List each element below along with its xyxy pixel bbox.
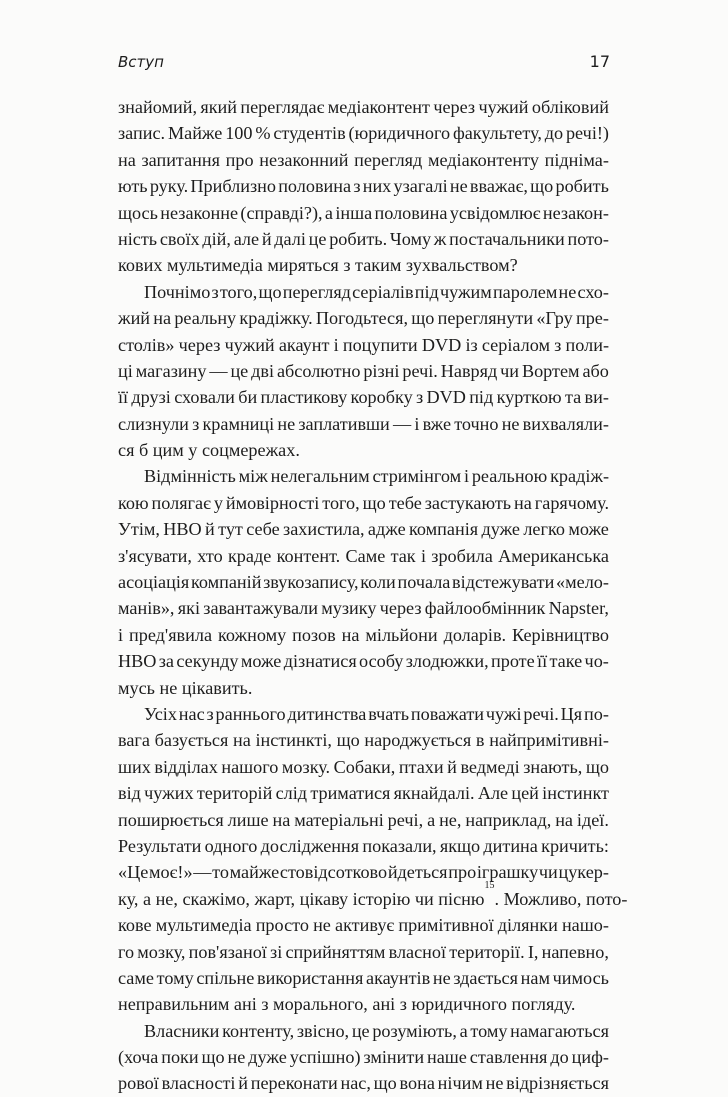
- text-line: Почнімо з того, що перегляд серіалів під чужим паролем не схо-: [144, 281, 609, 302]
- text-line: поширюється лише на матеріальні речі, а не, наприклад, на ідеї.: [118, 809, 609, 830]
- text-line: Результати одного дослідження показали, якщо дитина кричить:: [118, 835, 609, 856]
- text-line: і пред'явила кожному позов на мільйони доларів. Керівництво: [118, 624, 609, 645]
- paragraph: [118, 701, 628, 1018]
- body-text: [118, 94, 628, 1097]
- text-line: ся б цим у соцмережах.: [118, 440, 300, 461]
- text-line: HBO за секунду може дізнатися особу злодюжки, проте її таке чо-: [118, 651, 609, 672]
- text-line: з'ясувати, хто краде контент. Саме так і зробила Американська: [118, 545, 609, 566]
- page-number: 17: [589, 52, 610, 71]
- page-header: [118, 52, 610, 71]
- text-line: Усіх нас з раннього дитинства вчать поважати чужі речі. Ця по-: [144, 703, 609, 724]
- text-line: її друзі сховали би пластикову коробку з DVD під курткою та ви-: [118, 387, 609, 408]
- text-line: щось незаконне (справді?), а інша половина усвідомлює незакон-: [118, 202, 609, 223]
- paragraph: [118, 279, 609, 464]
- text-line: жий на реальну крадіжку. Погодьтеся, що переглянути «Гру пре-: [118, 308, 609, 329]
- text-line: (хоча поки що не дуже успішно) змінити наше ставлення до циф-: [118, 1047, 609, 1068]
- text-line: Власники контенту, звісно, це розуміють, а тому намагаються: [144, 1020, 609, 1041]
- paragraph: [118, 1018, 609, 1097]
- text-line: знайомий, який переглядає медіаконтент через чужий обліковий: [118, 97, 609, 117]
- text-line: асоціація компаній звукозапису, коли почала відстежувати «мело-: [118, 572, 609, 593]
- paragraph: [118, 94, 609, 279]
- text-line: ність своїх дій, але й далі це робить. Чому ж постачальники пото-: [118, 228, 609, 249]
- text-line: мусь не цікавить.: [118, 677, 253, 698]
- paragraph: [118, 463, 609, 701]
- text-line: ці магазину — це дві абсолютно різні речі. Навряд чи Вортем або: [118, 360, 609, 381]
- text-line: від чужих територій слід триматися якнайдалі. Але цей інстинкт: [118, 783, 609, 804]
- text-line: рової власності й переконати нас, що вона нічим не відрізняється: [118, 1073, 609, 1094]
- text-line: кове мультимедіа просто не активує примітивної ділянки нашо-: [118, 915, 609, 936]
- text-line: Утім, HBO й тут себе захистила, адже компанія дуже легко може: [118, 519, 609, 540]
- text-segment: ку, а не, скажімо, жарт, цікаву історію чи пісню: [118, 888, 485, 909]
- text-line: манів», які завантажували музику через файлообмінник Napster,: [118, 598, 609, 619]
- text-line: запис. Майже 100 % студентів (юридичного факультету, до речі!): [118, 123, 609, 144]
- text-line: кових мультимедіа миряться з таким зухвальством?: [118, 255, 518, 276]
- text-segment: . Можливо, пото-: [494, 888, 628, 909]
- text-line: слизнули з крамниці не заплативши — і вже точно не вихваляли-: [118, 413, 609, 434]
- text-line: саме тому спільне використання акаунтів не здається нам чимось: [118, 967, 609, 988]
- text-line-with-footnote: [118, 879, 628, 912]
- text-line: го мозку, пов'язаної зі сприйняттям власної території. І, напевно,: [118, 941, 609, 962]
- text-line: ших відділах нашого мозку. Собаки, птахи й ведмеді знають, що: [118, 756, 609, 777]
- text-line: на запитання про незаконний перегляд медіаконтенту підніма-: [118, 149, 609, 170]
- text-line: неправильним ані з морального, ані з юридичного погляду.: [118, 994, 576, 1015]
- running-head: Вступ: [118, 53, 164, 71]
- text-line: Відмінність між нелегальним стримінгом і реальною крадіж-: [144, 466, 609, 487]
- text-line: кою полягає у ймовірності того, що тебе застукають на гарячому.: [118, 492, 609, 513]
- text-line: «Це моє!» — то майже стовідсотково йдеться про іграшку чи цукер-: [118, 862, 609, 883]
- text-line: вага базується на інстинкті, що народжується в найпримітивні-: [118, 730, 609, 751]
- text-line: столів» через чужий акаунт і поцупити DVD із серіалом з поли-: [118, 334, 609, 355]
- text-line: ють руку. Приблизно половина з них узагалі не вважає, що робить: [118, 176, 609, 197]
- footnote-reference: 15: [484, 879, 495, 891]
